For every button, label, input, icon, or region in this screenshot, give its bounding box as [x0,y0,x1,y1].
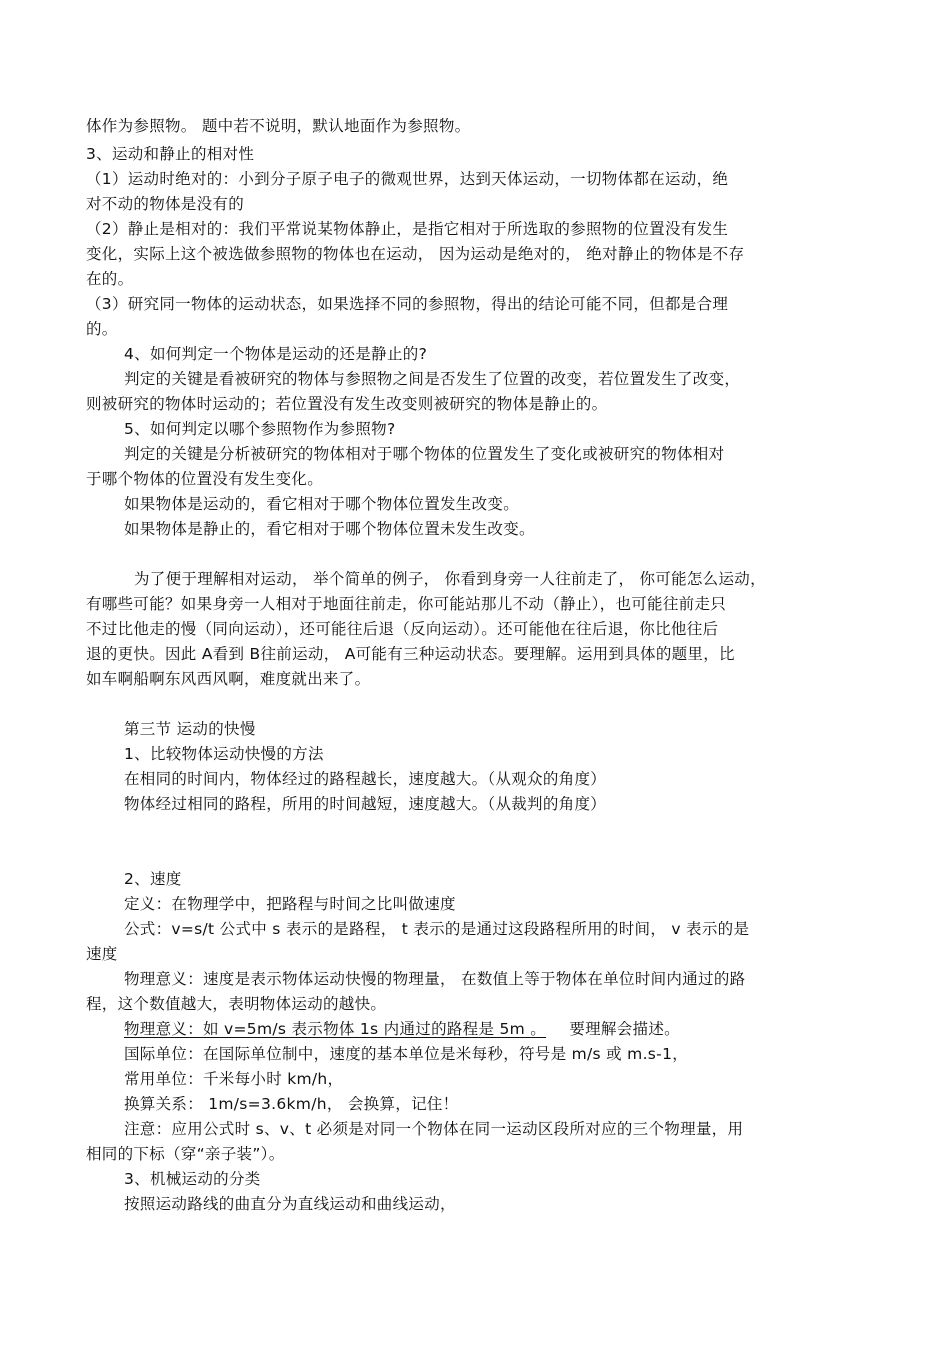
text-line: 的。 [86,320,118,338]
section-heading: 3、机械运动的分类 [124,1170,261,1188]
text-line: 常用单位：千米每小时 km/h， [124,1070,344,1088]
text-line: 速度 [86,945,118,963]
text-line: 如果物体是静止的，看它相对于哪个物体位置未发生改变。 [124,520,535,538]
text-line: 注意：应用公式时 s、v、t 必须是对同一个物体在同一运动区段所对应的三个物理量，用 [124,1120,744,1138]
text-line: 公式：v=s/t 公式中 s 表示的是路程， t 表示的是通过这段路程所用的时间， v 表示的是 [124,920,750,938]
underlined-example: 物理意义：如 v=5m/s 表示物体 1s 内通过的路程是 5m 。 [124,1020,547,1038]
text-line: 判定的关键是分析被研究的物体相对于哪个物体的位置发生了变化或被研究的物体相对 [124,445,725,463]
text-line: 相同的下标（穿“亲子装”）。 [86,1145,285,1163]
text-line: 换算关系： 1m/s=3.6km/h， 会换算，记住！ [124,1095,459,1113]
text-line: 如车啊船啊东风西风啊，难度就出来了。 [86,670,371,688]
text-line: 体作为参照物。 题中若不说明，默认地面作为参照物。 [86,117,471,135]
text-line: 变化，实际上这个被选做参照物的物体也在运动， 因为运动是绝对的， 绝对静止的物体是不存 [86,245,745,263]
text-line: 于哪个物体的位置没有发生变化。 [86,470,324,488]
section-heading: 3、运动和静止的相对性 [86,145,255,163]
text-line: 不过比他走的慢（同向运动），还可能往后退（反向运动）。还可能他在往后退，你比他往后 [86,620,719,638]
text-fragment: 要理解会描述。 [569,1020,680,1038]
section-heading: 4、如何判定一个物体是运动的还是静止的? [124,345,428,363]
text-line: 程，这个数值越大，表明物体运动的越快。 [86,995,387,1013]
text-line: 按照运动路线的曲直分为直线运动和曲线运动， [124,1195,456,1213]
text-line: 退的更快。因此 A看到 B往前运动， A可能有三种运动状态。要理解。运用到具体的题里，比 [86,645,735,663]
text-line: 为了便于理解相对运动， 举个简单的例子， 你看到身旁一人往前走了， 你可能怎么运动， [134,570,766,588]
text-line: 如果物体是运动的，看它相对于哪个物体位置发生改变。 [124,495,520,513]
text-line: 对不动的物体是没有的 [86,195,245,213]
text-line: （1）运动时绝对的：小到分子原子电子的微观世界，达到天体运动，一切物体都在运动，绝 [86,170,729,188]
text-line: 在的。 [86,270,134,288]
text-line: 定义：在物理学中，把路程与时间之比叫做速度 [124,895,456,913]
section-heading: 5、如何判定以哪个参照物作为参照物? [124,420,396,438]
text-line: 则被研究的物体时运动的；若位置没有发生改变则被研究的物体是静止的。 [86,395,608,413]
section-heading: 2、速度 [124,870,182,888]
text-line: 国际单位：在国际单位制中，速度的基本单位是米每秒，符号是 m/s 或 m.s-1， [124,1045,689,1063]
section-heading: 1、比较物体运动快慢的方法 [124,745,324,763]
text-line-underlined [124,1018,680,1040]
text-line: （3）研究同一物体的运动状态，如果选择不同的参照物，得出的结论可能不同，但都是合理 [86,295,729,313]
text-line: 有哪些可能？如果身旁一人相对于地面往前走，你可能站那儿不动（静止），也可能往前走只 [86,595,727,613]
text-line: 物体经过相同的路程，所用的时间越短，速度越大。（从裁判的角度） [124,795,607,813]
text-line: 在相同的时间内，物体经过的路程越长，速度越大。（从观众的角度） [124,770,607,788]
text-line: 判定的关键是看被研究的物体与参照物之间是否发生了位置的改变，若位置发生了改变， [124,370,741,388]
section-title: 第三节 运动的快慢 [124,720,256,738]
text-line: （2）静止是相对的：我们平常说某物体静止，是指它相对于所选取的参照物的位置没有发生 [86,220,729,238]
text-line: 物理意义：速度是表示物体运动快慢的物理量， 在数值上等于物体在单位时间内通过的路 [124,970,746,988]
